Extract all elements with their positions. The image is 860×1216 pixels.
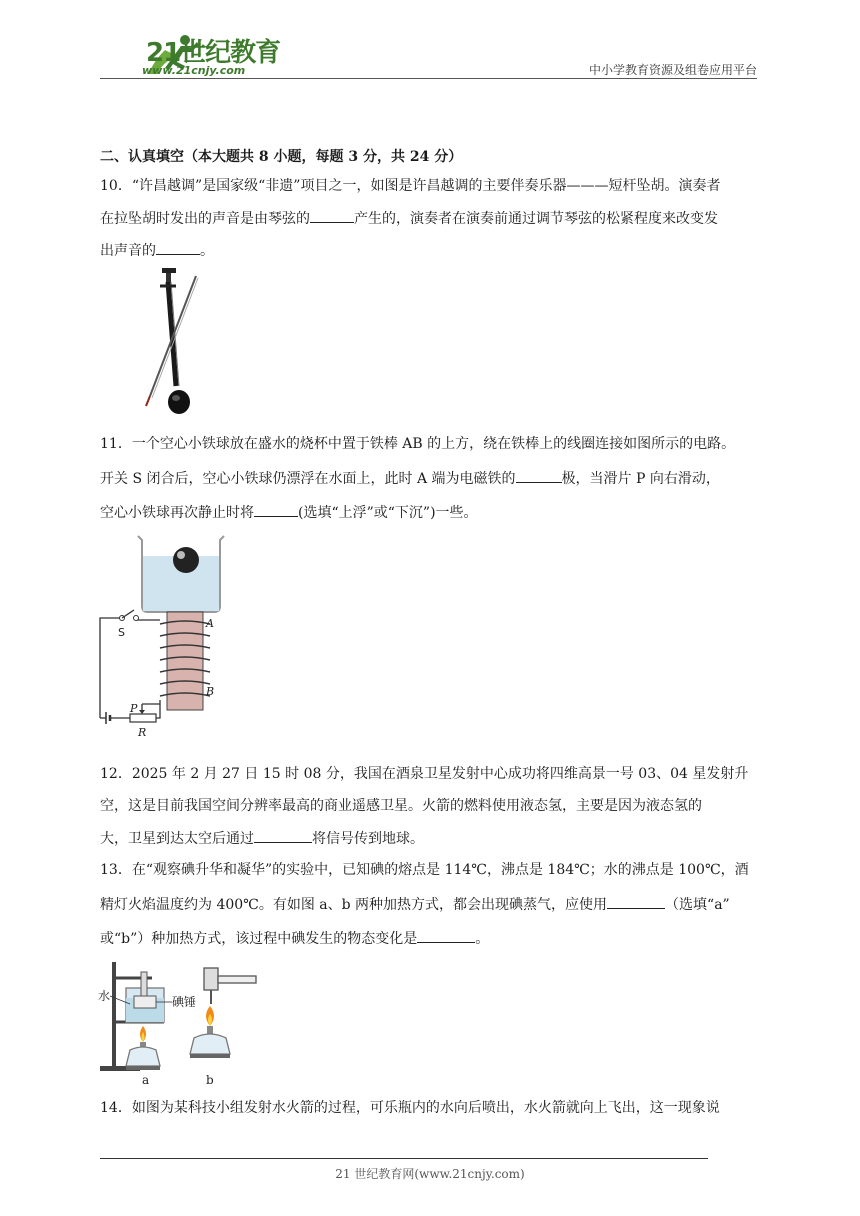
q10-line2 [100, 208, 718, 229]
q10-line3-b: 。 [200, 243, 214, 259]
q10-line3 [100, 240, 214, 261]
section-title: 二、认真填空（本大题共 8 小题，每题 3 分，共 24 分） [100, 149, 463, 165]
logo-text: 21世纪教育 [146, 38, 281, 68]
q12-line3 [100, 828, 424, 849]
label-a-setup: a [142, 1073, 150, 1087]
q13-line1: 13．在“观察碘升华和凝华”的实验中，已知碘的熔点是 114℃，沸点是 184℃；水的沸点是 100℃，酒 [100, 862, 749, 878]
q11-line3-b: (选填“上浮”或“下沉”)一些。 [298, 505, 478, 521]
q13-blank-1[interactable] [607, 894, 665, 909]
q10-line3-a: 出声音的 [100, 243, 156, 259]
q13-line3-a: 或“b”）种加热方式，该过程中碘发生的物态变化是 [100, 931, 418, 947]
q12-line2: 空，这是目前我国空间分辨率最高的商业遥感卫星。火箭的燃料使用液态氢，主要是因为液态氢的 [100, 798, 702, 814]
q14-line1: 14．如图为某科技小组发射水火箭的过程，可乐瓶内的水向后喷出，水火箭就向上飞出，这一现象说 [100, 1100, 720, 1116]
q11-blank-2[interactable] [254, 502, 298, 517]
q10-line2-b: 产生的，演奏者在演奏前通过调节琴弦的松紧程度来改变发 [354, 211, 718, 227]
q13-blank-2[interactable] [417, 928, 475, 943]
q11-line1: 11．一个空心小铁球放在盛水的烧杯中置于铁棒 AB 的上方，绕在铁棒上的线圈连接如图所示的电路。 [100, 436, 736, 452]
iodine-heating-figure [96, 958, 266, 1088]
q12-line3-b: 将信号传到地球。 [312, 831, 424, 847]
q13-line2-b: （选填“a” [665, 897, 730, 913]
q13-line3 [100, 928, 489, 949]
header-divider [100, 78, 757, 79]
q12-line1: 12．2025 年 2 月 27 日 15 时 08 分，我国在酒泉卫星发射中心成功将四维高景一号 03、04 星发射升 [100, 766, 749, 782]
q13-line2 [100, 894, 730, 915]
label-b-setup: b [206, 1073, 214, 1087]
q11-blank-1[interactable] [516, 468, 562, 483]
label-r: R [138, 726, 147, 739]
q10-line1: 10．“许昌越调”是国家级“非遗”项目之一，如图是许昌越调的主要伴奏乐器———短杆坠胡。演奏者 [100, 178, 721, 194]
label-s: S [118, 626, 125, 639]
footer-text: 21 世纪教育网(www.21cnjy.com) [335, 1167, 525, 1181]
q12-blank-1[interactable] [254, 828, 312, 843]
label-water: 水 [98, 989, 111, 1003]
q11-line3 [100, 502, 478, 523]
q11-line2-b: 极，当滑片 P 向右滑动， [561, 471, 720, 487]
logo-url: www.21cnjy.com [142, 64, 246, 77]
q10-blank-1[interactable] [310, 208, 354, 223]
q12-line3-a: 大，卫星到达太空后通过 [100, 831, 254, 847]
q13-line2-a: 精灯火焰温度约为 400℃。有如图 a、b 两种加热方式，都会出现碘蒸气，应使用 [100, 897, 608, 913]
q10-line2-a: 在拉坠胡时发出的声音是由琴弦的 [100, 211, 310, 227]
q11-line2 [100, 468, 720, 489]
q13-line3-b: 。 [475, 931, 490, 947]
q11-line3-a: 空心小铁球再次静止时将 [100, 505, 254, 521]
label-b: B [206, 685, 215, 698]
label-p: P [130, 702, 138, 715]
electromagnet-circuit-figure [96, 532, 236, 742]
q11-line2-a: 开关 S 闭合后，空心小铁球仍漂浮在水面上，此时 A 端为电磁铁的 [100, 471, 516, 487]
platform-title: 中小学教育资源及组卷应用平台 [588, 63, 757, 77]
label-iodine-hammer: 碘锤 [172, 995, 197, 1009]
footer-divider [100, 1158, 708, 1159]
q10-blank-2[interactable] [156, 240, 200, 255]
label-a: A [206, 617, 214, 630]
zhuihu-instrument-figure [140, 266, 210, 416]
